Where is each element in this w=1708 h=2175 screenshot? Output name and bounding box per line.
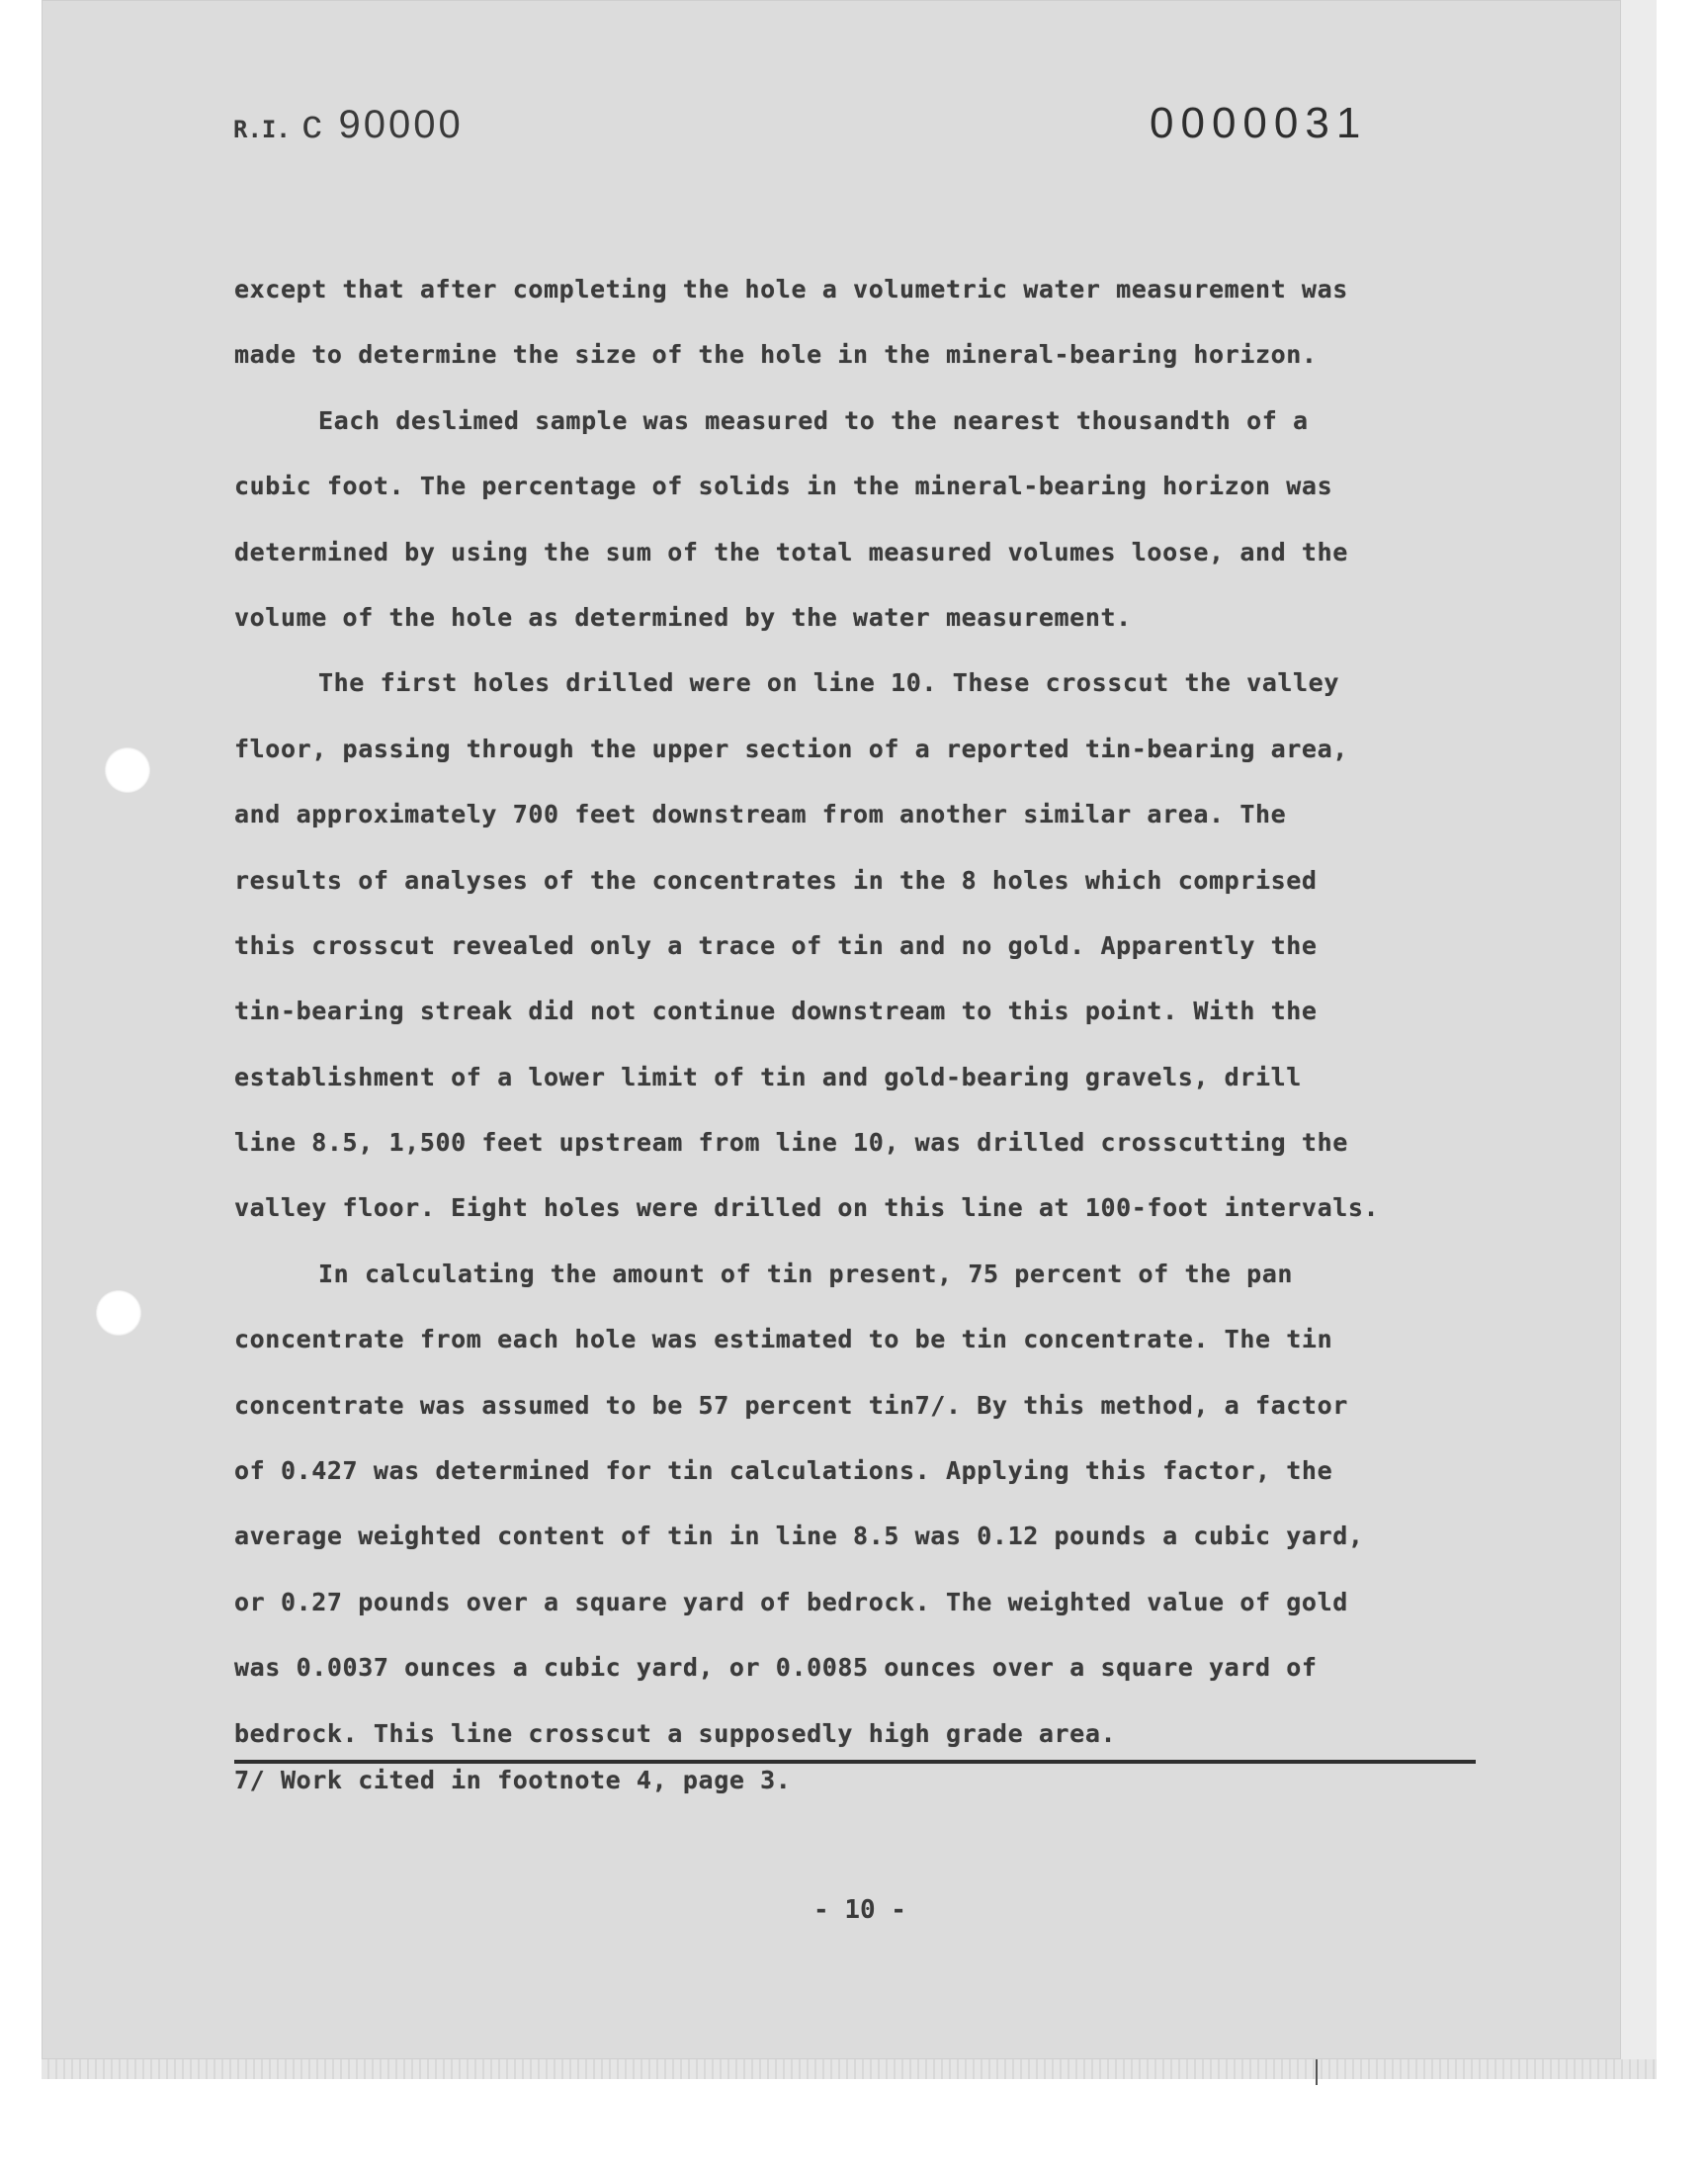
report-id [233, 103, 464, 147]
text-line: In calculating the amount of tin present, 75 percent of the pan [318, 1259, 1294, 1288]
text-line: results of analyses of the concentrates in the 8 holes which comprised [234, 865, 1318, 895]
text-line: bedrock. This line crosscut a supposedly high grade area. [234, 1718, 1117, 1748]
scan-strip-tick [1316, 2059, 1318, 2085]
text-line: cubic foot. The percentage of solids in the mineral-bearing horizon was [234, 472, 1333, 501]
text-line: was 0.0037 ounces a cubic yard, or 0.0085 ounces over a square yard of [234, 1653, 1318, 1683]
text-line: floor, passing through the upper section of a reported tin-bearing area, [234, 734, 1348, 763]
body-text [234, 257, 1470, 1767]
page-number: - 10 - [813, 1895, 906, 1925]
punch-hole [96, 1290, 141, 1336]
text-line: Each deslimed sample was measured to the nearest thousandth of a [318, 405, 1309, 435]
text-line: line 8.5, 1,500 feet upstream from line 10, was drilled crosscutting the [234, 1128, 1348, 1158]
text-line: tin-bearing streak did not continue downstream to this point. With the [234, 997, 1318, 1026]
ri-label: R.I. [233, 116, 291, 143]
ri-number: c 90000 [301, 103, 464, 146]
text-line: establishment of a lower limit of tin and gold-bearing gravels, drill [234, 1062, 1302, 1091]
footnote: 7/ Work cited in footnote 4, page 3. [234, 1766, 792, 1794]
punch-hole [105, 747, 150, 793]
text-line: average weighted content of tin in line 8.5 was 0.12 pounds a cubic yard, [234, 1522, 1364, 1551]
text-line: this crosscut revealed only a trace of tin and no gold. Apparently the [234, 930, 1318, 960]
text-line: concentrate from each hole was estimated to be tin concentrate. The tin [234, 1325, 1333, 1354]
text-line: made to determine the size of the hole in the mineral-bearing horizon. [234, 340, 1318, 370]
footnote-divider [234, 1760, 1476, 1764]
text-line: and approximately 700 feet downstream from another similar area. The [234, 800, 1287, 829]
text-line: determined by using the sum of the total measured volumes loose, and the [234, 537, 1348, 566]
text-line: except that after completing the hole a volumetric water measurement was [234, 275, 1348, 304]
text-line: valley floor. Eight holes were drilled on this line at 100-foot intervals. [234, 1193, 1380, 1223]
text-line: concentrate was assumed to be 57 percent tin7/. By this method, a factor [234, 1390, 1348, 1420]
scan-bottom-strip [42, 2059, 1657, 2079]
text-line: volume of the hole as determined by the water measurement. [234, 602, 1132, 632]
text-line: The first holes drilled were on line 10. These crosscut the valley [318, 668, 1339, 698]
document-number: 0000031 [1150, 99, 1368, 147]
scan-edge-band [1621, 0, 1657, 2059]
text-line: of 0.427 was determined for tin calculations. Applying this factor, the [234, 1456, 1333, 1486]
text-line: or 0.27 pounds over a square yard of bedrock. The weighted value of gold [234, 1587, 1348, 1616]
